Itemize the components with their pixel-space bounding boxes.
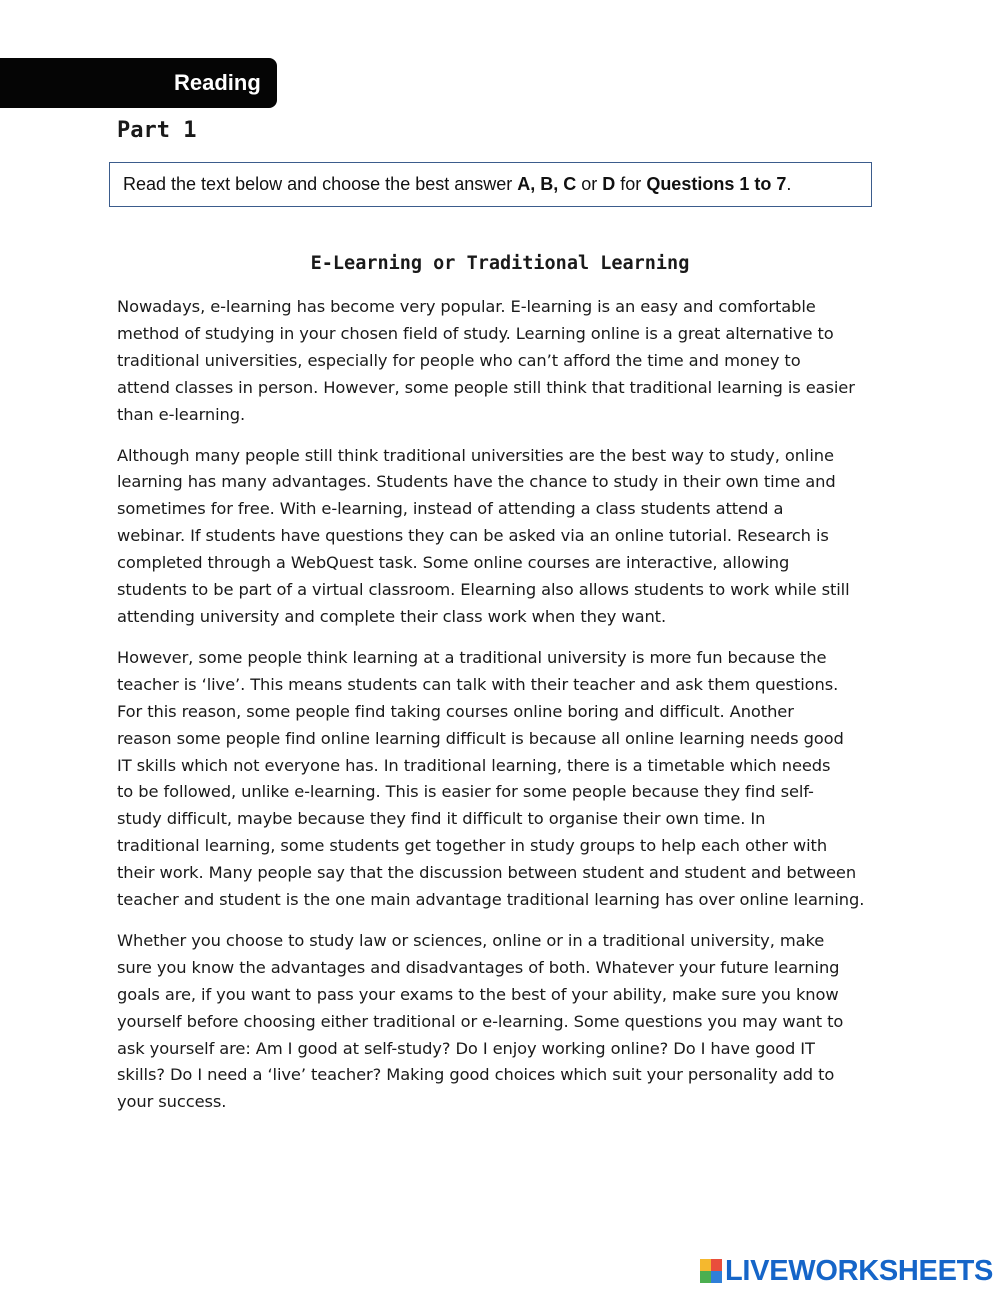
- instruction-end: .: [786, 174, 792, 194]
- article-title: E-Learning or Traditional Learning: [310, 253, 690, 274]
- paragraph-line: traditional learning, some students get together in study groups to help each other with: [117, 836, 828, 856]
- article-paragraph: [117, 928, 892, 1116]
- instruction-for: for: [615, 174, 647, 194]
- paragraph-line: to be followed, unlike e-learning. This is easier for some people because they find self-: [117, 782, 814, 802]
- paragraph-line: reason some people find online learning difficult is because all online learning needs good: [117, 728, 844, 748]
- instruction-or: or: [576, 174, 603, 194]
- paragraph-line: learning has many advantages. Students have the chance to study in their own time and: [117, 472, 836, 492]
- paragraph-line: method of studying in your chosen field of study. Learning online is a great alternative to: [117, 323, 834, 343]
- paragraph-line: teacher is ‘live’. This means students can talk with their teacher and ask them questions.: [117, 674, 839, 694]
- part-title: Part 1: [117, 118, 197, 143]
- paragraph-line: teacher and student is the one main advantage traditional learning has over online learning.: [117, 890, 865, 910]
- paragraph-line: ask yourself are: Am I good at self-study? Do I enjoy working online? Do I have good IT: [117, 1038, 815, 1058]
- paragraph-line: webinar. If students have questions they can be asked via an online tutorial. Research is: [117, 526, 829, 546]
- paragraph-line: IT skills which not everyone has. In traditional learning, there is a timetable which needs: [117, 755, 831, 775]
- paragraph-line: sure you know the advantages and disadvantages of both. Whatever your future learning: [117, 957, 840, 977]
- paragraph-line: than e-learning.: [117, 404, 246, 424]
- paragraph-line: traditional universities, especially for people who can’t afford the time and money to: [117, 350, 801, 370]
- paragraph-line: their work. Many people say that the discussion between student and student and between: [117, 863, 857, 883]
- article-body: [117, 294, 892, 1130]
- logo-square: [700, 1259, 711, 1271]
- paragraph-line: your success.: [117, 1092, 227, 1112]
- paragraph-line: yourself before choosing either traditional or e-learning. Some questions you may want to: [117, 1011, 844, 1031]
- logo-text: LIVEWORKSHEETS: [725, 1254, 994, 1287]
- instruction-options: A, B, C: [517, 174, 577, 194]
- paragraph-line: Nowadays, e-learning has become very popular. E-learning is an easy and comfortable: [117, 297, 816, 316]
- section-tab-reading: [0, 58, 277, 108]
- article-paragraph: [117, 443, 892, 631]
- paragraph-line: goals are, if you want to pass your exams to the best of your ability, make sure you know: [117, 984, 839, 1004]
- logo-square: [711, 1271, 722, 1283]
- liveworksheets-logo-icon: [700, 1259, 722, 1283]
- instruction-last-option: D: [602, 174, 616, 194]
- instruction-box: [109, 162, 872, 207]
- paragraph-line: skills? Do I need a ‘live’ teacher? Making good choices which suit your personality add to: [117, 1065, 835, 1085]
- liveworksheets-logo: [700, 1255, 993, 1287]
- paragraph-line: Although many people still think traditional universities are the best way to study, online: [117, 445, 834, 465]
- article-paragraph: [117, 294, 892, 429]
- instruction-questions: Questions 1 to 7: [646, 174, 787, 194]
- paragraph-line: attending university and complete their class work when they want.: [117, 606, 667, 626]
- logo-square: [700, 1271, 711, 1283]
- paragraph-line: completed through a WebQuest task. Some online courses are interactive, allowing: [117, 553, 790, 573]
- paragraph-line: study difficult, maybe because they find it difficult to organise their own time. In: [117, 809, 766, 829]
- paragraph-line: sometimes for free. With e-learning, instead of attending a class students attend a: [117, 499, 784, 519]
- paragraph-line: However, some people think learning at a traditional university is more fun because the: [117, 647, 827, 667]
- instruction-prefix: Read the text below and choose the best answer: [123, 174, 518, 194]
- article-paragraph: [117, 645, 892, 914]
- paragraph-line: attend classes in person. However, some people still think that traditional learning is easier: [117, 377, 855, 397]
- section-tab-label: Reading: [174, 70, 261, 95]
- logo-square: [711, 1259, 722, 1271]
- paragraph-line: students to be part of a virtual classroom. Elearning also allows students to work while still: [117, 580, 850, 600]
- paragraph-line: For this reason, some people find taking courses online boring and difficult. Another: [117, 701, 794, 721]
- paragraph-line: Whether you choose to study law or sciences, online or in a traditional university, make: [117, 930, 825, 950]
